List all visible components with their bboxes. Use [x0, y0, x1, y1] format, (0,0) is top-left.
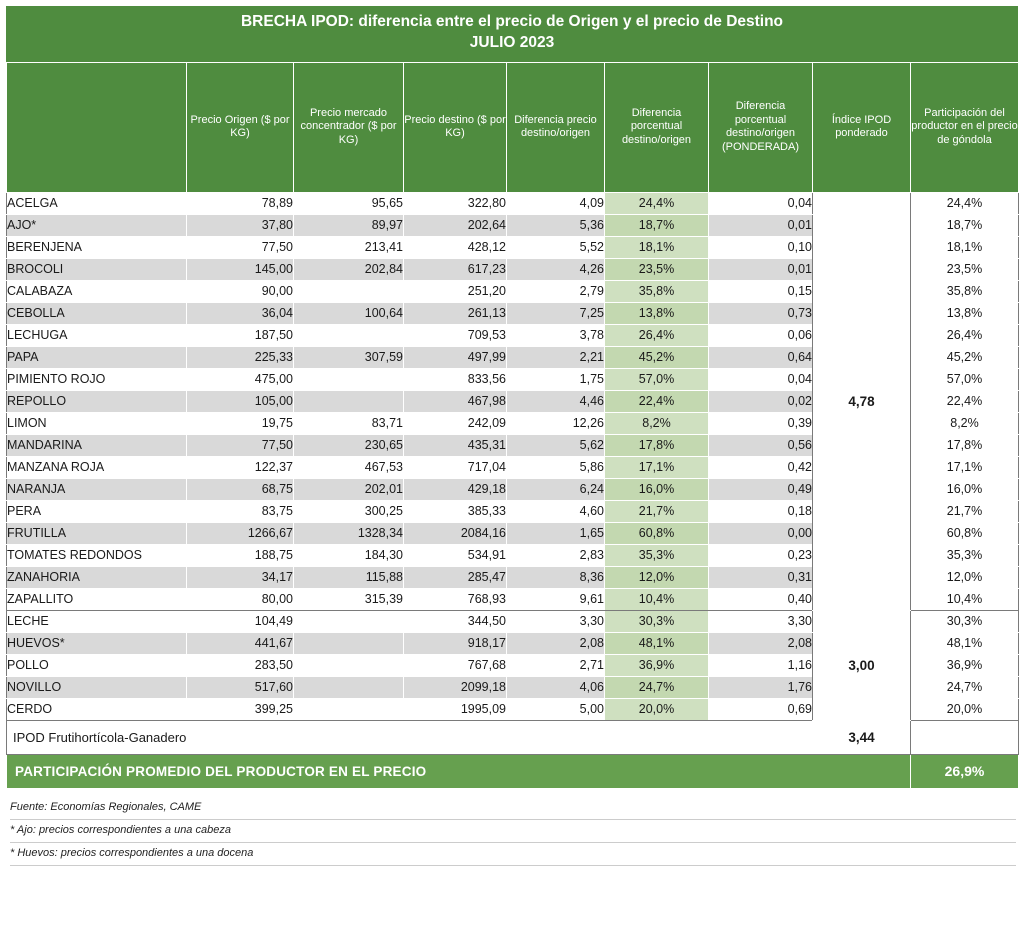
cell-diferencia-precio: 3,30 [507, 610, 605, 632]
cell-precio-concentrador: 184,30 [294, 544, 404, 566]
cell-precio-destino: 709,53 [404, 324, 507, 346]
cell-precio-origen: 34,17 [187, 566, 294, 588]
cell-precio-destino: 251,20 [404, 280, 507, 302]
cell-diferencia-porcentual: 18,1% [605, 236, 709, 258]
cell-diferencia-ponderada: 0,01 [709, 214, 813, 236]
cell-precio-origen: 83,75 [187, 500, 294, 522]
cell-precio-destino: 428,12 [404, 236, 507, 258]
cell-diferencia-ponderada: 0,40 [709, 588, 813, 610]
cell-diferencia-precio: 5,36 [507, 214, 605, 236]
footnote-ajo: * Ajo: precios correspondientes a una cabeza [10, 820, 1016, 843]
cell-participacion: 22,4% [911, 390, 1019, 412]
cell-diferencia-ponderada: 0,39 [709, 412, 813, 434]
cell-diferencia-ponderada: 0,31 [709, 566, 813, 588]
cell-diferencia-porcentual: 22,4% [605, 390, 709, 412]
cell-precio-origen: 399,25 [187, 698, 294, 720]
cell-precio-concentrador [294, 390, 404, 412]
cell-precio-origen: 283,50 [187, 654, 294, 676]
cell-product: BROCOLI [7, 258, 187, 280]
cell-diferencia-porcentual: 45,2% [605, 346, 709, 368]
cell-precio-destino: 385,33 [404, 500, 507, 522]
cell-precio-concentrador: 315,39 [294, 588, 404, 610]
cell-precio-origen: 188,75 [187, 544, 294, 566]
cell-participacion: 17,8% [911, 434, 1019, 456]
cell-precio-origen: 145,00 [187, 258, 294, 280]
cell-product: MANDARINA [7, 434, 187, 456]
cell-precio-origen: 517,60 [187, 676, 294, 698]
cell-diferencia-porcentual: 20,0% [605, 698, 709, 720]
total-value: 3,44 [813, 720, 911, 754]
cell-precio-concentrador: 115,88 [294, 566, 404, 588]
cell-precio-destino: 833,56 [404, 368, 507, 390]
cell-precio-destino: 285,47 [404, 566, 507, 588]
cell-precio-concentrador: 89,97 [294, 214, 404, 236]
cell-diferencia-ponderada: 0,04 [709, 368, 813, 390]
cell-product: LECHUGA [7, 324, 187, 346]
cell-precio-origen: 68,75 [187, 478, 294, 500]
cell-participacion: 23,5% [911, 258, 1019, 280]
cell-participacion: 30,3% [911, 610, 1019, 632]
cell-diferencia-porcentual: 12,0% [605, 566, 709, 588]
cell-product: ZAPALLITO [7, 588, 187, 610]
table-header [7, 62, 1019, 192]
cell-precio-concentrador: 300,25 [294, 500, 404, 522]
cell-precio-origen: 475,00 [187, 368, 294, 390]
cell-precio-concentrador [294, 280, 404, 302]
cell-diferencia-precio: 4,06 [507, 676, 605, 698]
cell-diferencia-porcentual: 26,4% [605, 324, 709, 346]
cell-precio-destino: 918,17 [404, 632, 507, 654]
cell-precio-origen: 105,00 [187, 390, 294, 412]
cell-participacion: 26,4% [911, 324, 1019, 346]
cell-participacion: 60,8% [911, 522, 1019, 544]
cell-diferencia-porcentual: 18,7% [605, 214, 709, 236]
col-header-diferencia-porcentual: Diferencia porcentual destino/origen [605, 62, 709, 192]
cell-product: CEBOLLA [7, 302, 187, 324]
cell-diferencia-precio: 2,79 [507, 280, 605, 302]
cell-diferencia-ponderada: 3,30 [709, 610, 813, 632]
cell-participacion: 13,8% [911, 302, 1019, 324]
cell-participacion: 24,7% [911, 676, 1019, 698]
cell-participacion: 20,0% [911, 698, 1019, 720]
cell-diferencia-precio: 3,78 [507, 324, 605, 346]
cell-diferencia-ponderada: 2,08 [709, 632, 813, 654]
cell-precio-origen: 77,50 [187, 236, 294, 258]
cell-precio-destino: 717,04 [404, 456, 507, 478]
cell-precio-concentrador: 100,64 [294, 302, 404, 324]
cell-diferencia-ponderada: 0,73 [709, 302, 813, 324]
col-header-precio-origen: Precio Origen ($ por KG) [187, 62, 294, 192]
cell-product: HUEVOS* [7, 632, 187, 654]
cell-precio-concentrador: 95,65 [294, 192, 404, 214]
cell-diferencia-porcentual: 60,8% [605, 522, 709, 544]
cell-product: BERENJENA [7, 236, 187, 258]
cell-precio-concentrador: 213,41 [294, 236, 404, 258]
cell-diferencia-ponderada: 0,10 [709, 236, 813, 258]
col-header-diferencia-precio: Diferencia precio destino/origen [507, 62, 605, 192]
cell-participacion: 10,4% [911, 588, 1019, 610]
cell-diferencia-ponderada: 0,56 [709, 434, 813, 456]
cell-diferencia-porcentual: 35,3% [605, 544, 709, 566]
cell-participacion: 21,7% [911, 500, 1019, 522]
cell-precio-destino: 202,64 [404, 214, 507, 236]
cell-diferencia-porcentual: 36,9% [605, 654, 709, 676]
cell-precio-destino: 2099,18 [404, 676, 507, 698]
cell-participacion: 45,2% [911, 346, 1019, 368]
total-blank [709, 720, 813, 754]
cell-product: NARANJA [7, 478, 187, 500]
cell-product: FRUTILLA [7, 522, 187, 544]
footnotes [10, 797, 1016, 866]
cell-precio-origen: 122,37 [187, 456, 294, 478]
cell-diferencia-ponderada: 0,64 [709, 346, 813, 368]
cell-precio-concentrador [294, 698, 404, 720]
cell-product: CALABAZA [7, 280, 187, 302]
cell-participacion: 17,1% [911, 456, 1019, 478]
cell-product: PIMIENTO ROJO [7, 368, 187, 390]
cell-participacion: 57,0% [911, 368, 1019, 390]
col-header-diferencia-ponderada: Diferencia porcentual destino/origen (PONDERADA) [709, 62, 813, 192]
table-row [7, 610, 1019, 632]
cell-precio-concentrador: 307,59 [294, 346, 404, 368]
cell-participacion: 36,9% [911, 654, 1019, 676]
cell-diferencia-precio: 6,24 [507, 478, 605, 500]
cell-diferencia-porcentual: 30,3% [605, 610, 709, 632]
cell-diferencia-precio: 9,61 [507, 588, 605, 610]
cell-precio-origen: 1266,67 [187, 522, 294, 544]
cell-diferencia-ponderada: 0,49 [709, 478, 813, 500]
cell-precio-origen: 441,67 [187, 632, 294, 654]
participation-band-label: PARTICIPACIÓN PROMEDIO DEL PRODUCTOR EN EL PRECIO [7, 754, 911, 788]
cell-precio-origen: 80,00 [187, 588, 294, 610]
footnote-huevos: * Huevos: precios correspondientes a una docena [10, 843, 1016, 866]
cell-diferencia-precio: 4,60 [507, 500, 605, 522]
total-label: IPOD Frutihortícola-Ganadero [7, 720, 709, 754]
cell-precio-concentrador [294, 632, 404, 654]
cell-indice-ipod: 4,78 [813, 192, 911, 610]
cell-product: ACELGA [7, 192, 187, 214]
participation-band [7, 754, 1019, 788]
cell-diferencia-porcentual: 17,1% [605, 456, 709, 478]
cell-participacion: 8,2% [911, 412, 1019, 434]
cell-product: TOMATES REDONDOS [7, 544, 187, 566]
cell-diferencia-precio: 2,21 [507, 346, 605, 368]
cell-precio-concentrador: 1328,34 [294, 522, 404, 544]
cell-diferencia-porcentual: 57,0% [605, 368, 709, 390]
cell-indice-ipod: 3,00 [813, 610, 911, 720]
cell-diferencia-ponderada: 1,76 [709, 676, 813, 698]
footnote-source: Fuente: Economías Regionales, CAME [10, 797, 1016, 820]
cell-product: POLLO [7, 654, 187, 676]
cell-precio-concentrador: 202,01 [294, 478, 404, 500]
col-header-participacion: Participación del productor en el precio de góndola [911, 62, 1019, 192]
cell-precio-origen: 36,04 [187, 302, 294, 324]
cell-precio-origen: 225,33 [187, 346, 294, 368]
cell-product: REPOLLO [7, 390, 187, 412]
cell-participacion: 18,1% [911, 236, 1019, 258]
cell-precio-destino: 534,91 [404, 544, 507, 566]
col-header-product [7, 62, 187, 192]
total-blank-end [911, 720, 1019, 754]
cell-diferencia-porcentual: 13,8% [605, 302, 709, 324]
cell-diferencia-ponderada: 0,23 [709, 544, 813, 566]
cell-diferencia-precio: 2,83 [507, 544, 605, 566]
cell-precio-origen: 19,75 [187, 412, 294, 434]
cell-participacion: 16,0% [911, 478, 1019, 500]
cell-diferencia-ponderada: 0,01 [709, 258, 813, 280]
page-title-line2: JULIO 2023 [469, 33, 555, 51]
cell-diferencia-porcentual: 16,0% [605, 478, 709, 500]
cell-diferencia-porcentual: 10,4% [605, 588, 709, 610]
cell-precio-concentrador [294, 324, 404, 346]
cell-diferencia-precio: 5,86 [507, 456, 605, 478]
cell-participacion: 48,1% [911, 632, 1019, 654]
cell-precio-origen: 187,50 [187, 324, 294, 346]
cell-diferencia-precio: 8,36 [507, 566, 605, 588]
cell-precio-origen: 104,49 [187, 610, 294, 632]
cell-precio-destino: 322,80 [404, 192, 507, 214]
table-body [7, 192, 1019, 788]
cell-diferencia-porcentual: 24,4% [605, 192, 709, 214]
cell-diferencia-precio: 1,65 [507, 522, 605, 544]
cell-product: ZANAHORIA [7, 566, 187, 588]
cell-precio-destino: 261,13 [404, 302, 507, 324]
cell-precio-destino: 767,68 [404, 654, 507, 676]
cell-diferencia-porcentual: 48,1% [605, 632, 709, 654]
cell-diferencia-ponderada: 0,18 [709, 500, 813, 522]
ipod-table [6, 62, 1019, 789]
cell-precio-destino: 768,93 [404, 588, 507, 610]
cell-product: LECHE [7, 610, 187, 632]
page-title-line1: BRECHA IPOD: diferencia entre el precio de Origen y el precio de Destino [240, 13, 784, 30]
cell-diferencia-ponderada: 0,00 [709, 522, 813, 544]
cell-diferencia-ponderada: 1,16 [709, 654, 813, 676]
cell-diferencia-ponderada: 0,02 [709, 390, 813, 412]
cell-diferencia-porcentual: 21,7% [605, 500, 709, 522]
cell-precio-destino: 617,23 [404, 258, 507, 280]
cell-participacion: 18,7% [911, 214, 1019, 236]
cell-diferencia-precio: 2,08 [507, 632, 605, 654]
cell-precio-destino: 1995,09 [404, 698, 507, 720]
col-header-indice-ipod: Índice IPOD ponderado [813, 62, 911, 192]
cell-precio-concentrador: 467,53 [294, 456, 404, 478]
cell-precio-destino: 429,18 [404, 478, 507, 500]
cell-participacion: 35,8% [911, 280, 1019, 302]
cell-precio-concentrador [294, 654, 404, 676]
cell-diferencia-porcentual: 24,7% [605, 676, 709, 698]
cell-precio-destino: 435,31 [404, 434, 507, 456]
cell-precio-origen: 77,50 [187, 434, 294, 456]
participation-band-value: 26,9% [911, 754, 1019, 788]
cell-diferencia-precio: 4,26 [507, 258, 605, 280]
cell-diferencia-ponderada: 0,06 [709, 324, 813, 346]
cell-diferencia-ponderada: 0,15 [709, 280, 813, 302]
cell-product: CERDO [7, 698, 187, 720]
cell-precio-destino: 344,50 [404, 610, 507, 632]
cell-precio-destino: 497,99 [404, 346, 507, 368]
cell-diferencia-porcentual: 23,5% [605, 258, 709, 280]
cell-diferencia-porcentual: 17,8% [605, 434, 709, 456]
cell-product: AJO* [7, 214, 187, 236]
cell-precio-concentrador [294, 676, 404, 698]
table-row [7, 192, 1019, 214]
cell-product: LIMON [7, 412, 187, 434]
cell-product: MANZANA ROJA [7, 456, 187, 478]
cell-precio-destino: 242,09 [404, 412, 507, 434]
cell-precio-origen: 78,89 [187, 192, 294, 214]
page-title [6, 6, 1018, 62]
cell-diferencia-precio: 12,26 [507, 412, 605, 434]
cell-diferencia-ponderada: 0,69 [709, 698, 813, 720]
cell-participacion: 35,3% [911, 544, 1019, 566]
cell-diferencia-precio: 5,52 [507, 236, 605, 258]
cell-precio-concentrador: 202,84 [294, 258, 404, 280]
cell-precio-concentrador [294, 610, 404, 632]
cell-precio-origen: 90,00 [187, 280, 294, 302]
ipod-report-sheet [0, 6, 1024, 926]
cell-precio-concentrador: 230,65 [294, 434, 404, 456]
cell-diferencia-ponderada: 0,42 [709, 456, 813, 478]
cell-precio-concentrador [294, 368, 404, 390]
cell-diferencia-ponderada: 0,04 [709, 192, 813, 214]
cell-diferencia-precio: 1,75 [507, 368, 605, 390]
total-row [7, 720, 1019, 754]
cell-participacion: 12,0% [911, 566, 1019, 588]
cell-precio-destino: 2084,16 [404, 522, 507, 544]
col-header-precio-destino: Precio destino ($ por KG) [404, 62, 507, 192]
cell-diferencia-precio: 4,09 [507, 192, 605, 214]
cell-diferencia-porcentual: 35,8% [605, 280, 709, 302]
cell-product: NOVILLO [7, 676, 187, 698]
cell-product: PAPA [7, 346, 187, 368]
cell-diferencia-precio: 2,71 [507, 654, 605, 676]
cell-product: PERA [7, 500, 187, 522]
cell-diferencia-precio: 5,00 [507, 698, 605, 720]
cell-diferencia-porcentual: 8,2% [605, 412, 709, 434]
cell-precio-destino: 467,98 [404, 390, 507, 412]
col-header-precio-concentrador: Precio mercado concentrador ($ por KG) [294, 62, 404, 192]
cell-diferencia-precio: 7,25 [507, 302, 605, 324]
cell-precio-origen: 37,80 [187, 214, 294, 236]
cell-diferencia-precio: 5,62 [507, 434, 605, 456]
cell-precio-concentrador: 83,71 [294, 412, 404, 434]
cell-participacion: 24,4% [911, 192, 1019, 214]
cell-diferencia-precio: 4,46 [507, 390, 605, 412]
